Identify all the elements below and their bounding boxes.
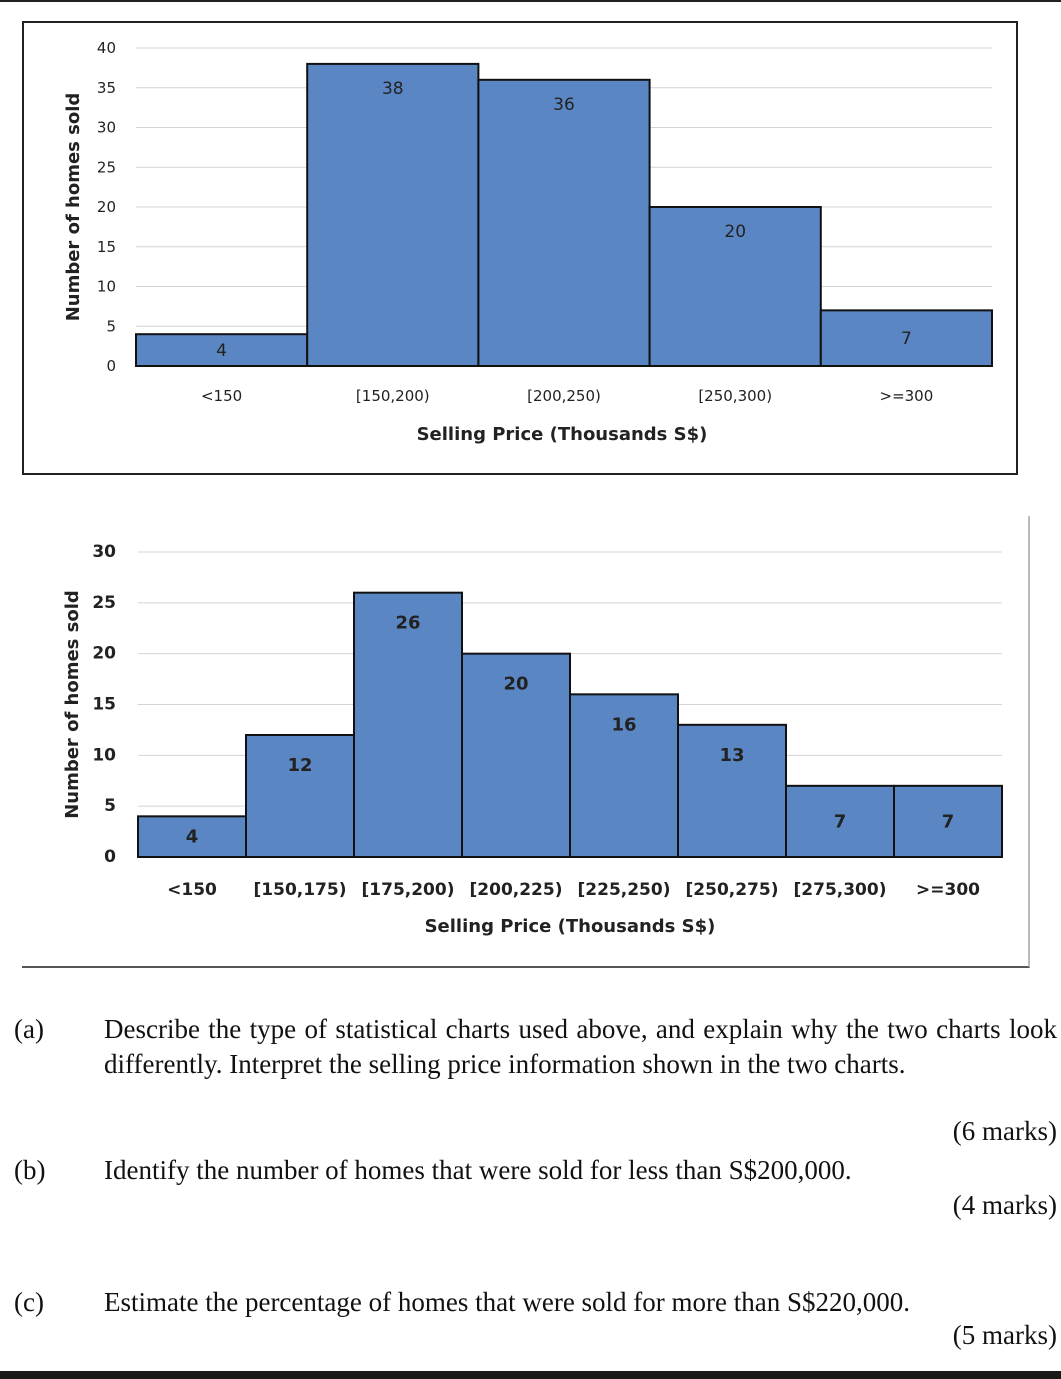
chart2-x-tick-label: [250,275) <box>685 880 779 900</box>
chart1-data-label: 36 <box>553 94 575 115</box>
chart2-x-tick-label: [175,200) <box>361 880 455 900</box>
chart2-y-tick-label: 0 <box>104 847 116 867</box>
chart2-y-tick-label: 15 <box>92 694 116 715</box>
question-c <box>14 1285 1057 1325</box>
bottom-border-bar <box>0 1371 1061 1379</box>
chart1-x-tick-label: [250,300) <box>698 387 773 405</box>
chart1-y-tick-label: 30 <box>96 118 116 137</box>
chart1-data-label: 20 <box>724 222 747 242</box>
chart1-y-tick-label: 10 <box>96 277 116 296</box>
chart1-data-label: 7 <box>900 329 912 350</box>
chart1-bar <box>307 64 478 366</box>
question-a-letter: (a) <box>14 1014 44 1044</box>
chart2-x-axis-title: Selling Price (Thousands S$) <box>424 916 716 937</box>
chart2-y-axis-title: Number of homes sold <box>62 590 83 819</box>
chart2-data-label: 20 <box>503 673 529 695</box>
question-c-letter: (c) <box>14 1287 44 1317</box>
chart1-x-tick-label: <150 <box>200 387 243 405</box>
question-b-text: Identify the number of homes that were sold for less than S$200,000. <box>104 1155 852 1185</box>
question-b-marks: (4 marks) <box>952 1190 1057 1220</box>
chart2-data-label: 7 <box>941 811 955 833</box>
chart1-data-label: 38 <box>381 78 404 99</box>
histogram-chart-2-svg <box>22 516 1030 968</box>
question-b <box>14 1153 1057 1193</box>
chart1-x-tick-label: [200,250) <box>527 387 601 405</box>
chart2-bar <box>246 735 354 857</box>
chart1-y-tick-label: 20 <box>96 198 116 216</box>
top-border-line <box>0 0 1061 2</box>
question-a-text: Describe the type of statistical charts used above, and explain why the two charts look differently. Interpret the selling price information shown in the two charts. <box>104 1014 1057 1079</box>
chart2-x-tick-label: <150 <box>167 880 217 900</box>
chart2-y-tick-label: 10 <box>92 745 116 766</box>
chart1-x-tick-label: [150,200) <box>355 387 430 405</box>
question-b-letter: (b) <box>14 1155 46 1185</box>
histogram-chart-2 <box>22 516 1030 968</box>
histogram-chart-1 <box>22 21 1018 475</box>
chart1-y-tick-label: 25 <box>96 158 116 177</box>
chart2-data-label: 4 <box>185 826 199 848</box>
chart2-x-tick-label: [225,250) <box>577 880 671 900</box>
chart1-y-tick-label: 0 <box>106 357 116 375</box>
chart2-x-tick-label: >=300 <box>916 880 980 900</box>
chart1-x-axis-title: Selling Price (Thousands S$) <box>416 424 708 445</box>
chart2-y-tick-label: 5 <box>104 796 116 817</box>
chart2-data-label: 26 <box>395 612 421 634</box>
chart2-data-label: 16 <box>611 714 637 736</box>
chart1-x-tick-label: >=300 <box>879 387 934 405</box>
chart1-y-tick-label: 35 <box>96 78 116 97</box>
histogram-chart-1-svg <box>24 23 1020 477</box>
chart2-y-tick-label: 30 <box>92 542 116 562</box>
question-a <box>14 1012 1057 1122</box>
chart2-y-tick-label: 20 <box>92 643 116 664</box>
chart2-data-label: 7 <box>833 811 847 833</box>
question-c-text: Estimate the percentage of homes that were sold for more than S$220,000. <box>104 1287 911 1317</box>
chart2-x-tick-label: [275,300) <box>793 880 887 900</box>
chart1-bar <box>478 80 649 366</box>
question-c-marks: (5 marks) <box>952 1320 1057 1350</box>
chart2-x-tick-label: [200,225) <box>469 880 563 900</box>
chart1-y-axis-title: Number of homes sold <box>63 92 84 322</box>
chart2-data-label: 13 <box>719 744 745 766</box>
chart1-y-tick-label: 15 <box>96 237 116 256</box>
chart2-x-tick-label: [150,175) <box>253 880 347 900</box>
chart2-y-tick-label: 25 <box>92 592 116 613</box>
chart2-data-label: 12 <box>287 755 313 776</box>
chart1-y-tick-label: 40 <box>96 39 116 57</box>
chart1-y-tick-label: 5 <box>106 317 116 336</box>
question-a-marks: (6 marks) <box>952 1116 1057 1146</box>
chart1-data-label: 4 <box>216 341 228 362</box>
